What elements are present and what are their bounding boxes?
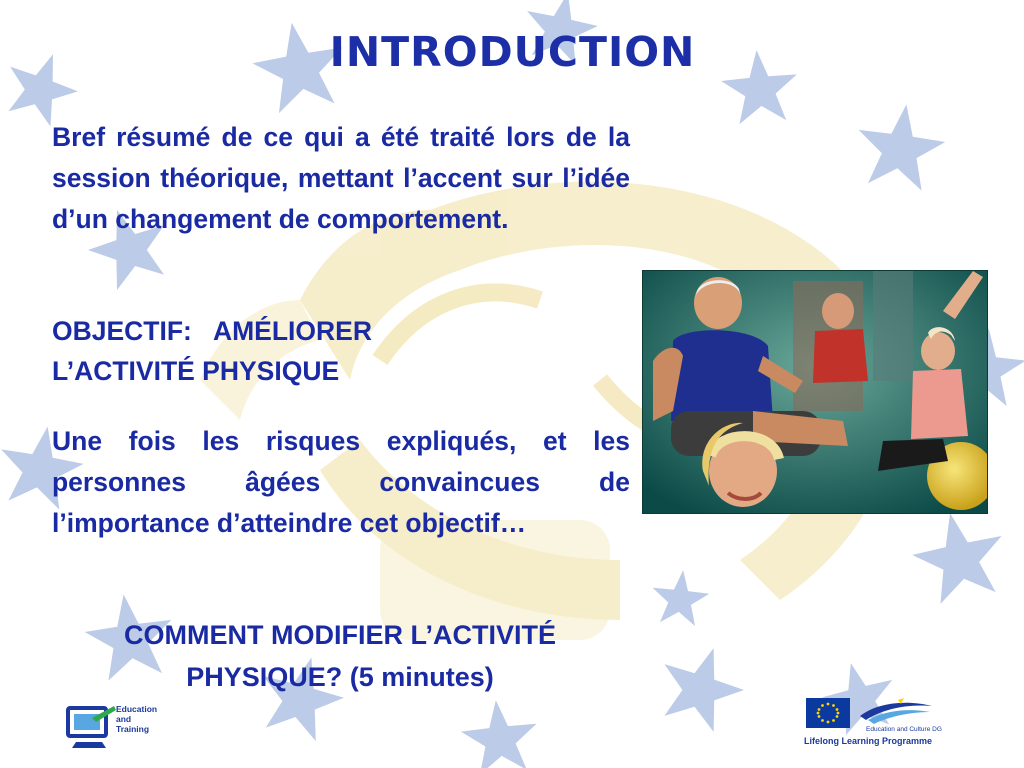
objective-line-2: L’ACTIVITÉ PHYSIQUE — [52, 356, 340, 386]
question-line-2: PHYSIQUE? (5 minutes) — [186, 662, 494, 692]
slide-title: INTRODUCTION — [329, 28, 696, 76]
swoosh-icon — [858, 696, 934, 726]
education-training-logo — [62, 700, 172, 752]
objective-line-1: OBJECTIF: AMÉLIORER — [52, 316, 372, 346]
dg-caption: Education and Culture DG — [866, 726, 942, 733]
summary-paragraph: Bref résumé de ce qui a été traité lors de la session théorique, mettant l’accent sur l’idée d’un changement de comportement. — [52, 122, 630, 234]
logo-line-3: Training — [116, 724, 150, 734]
context-paragraph: Une fois les risques expliqués, et les personnes âgées convaincues de l’importance d’atteindre cet objectif… — [52, 426, 630, 538]
program-caption: Lifelong Learning Programme — [804, 736, 933, 746]
question-paragraph — [60, 614, 620, 698]
seniors-exercise-photo — [642, 270, 988, 514]
lifelong-learning-logo — [798, 692, 958, 756]
objective-paragraph — [52, 311, 472, 391]
question-line-1: COMMENT MODIFIER L’ACTIVITÉ — [124, 620, 556, 650]
logo-line-1: Education — [116, 704, 158, 714]
logo-line-2: and — [116, 714, 132, 724]
eu-flag-icon — [806, 698, 850, 728]
monitor-icon — [62, 700, 118, 752]
